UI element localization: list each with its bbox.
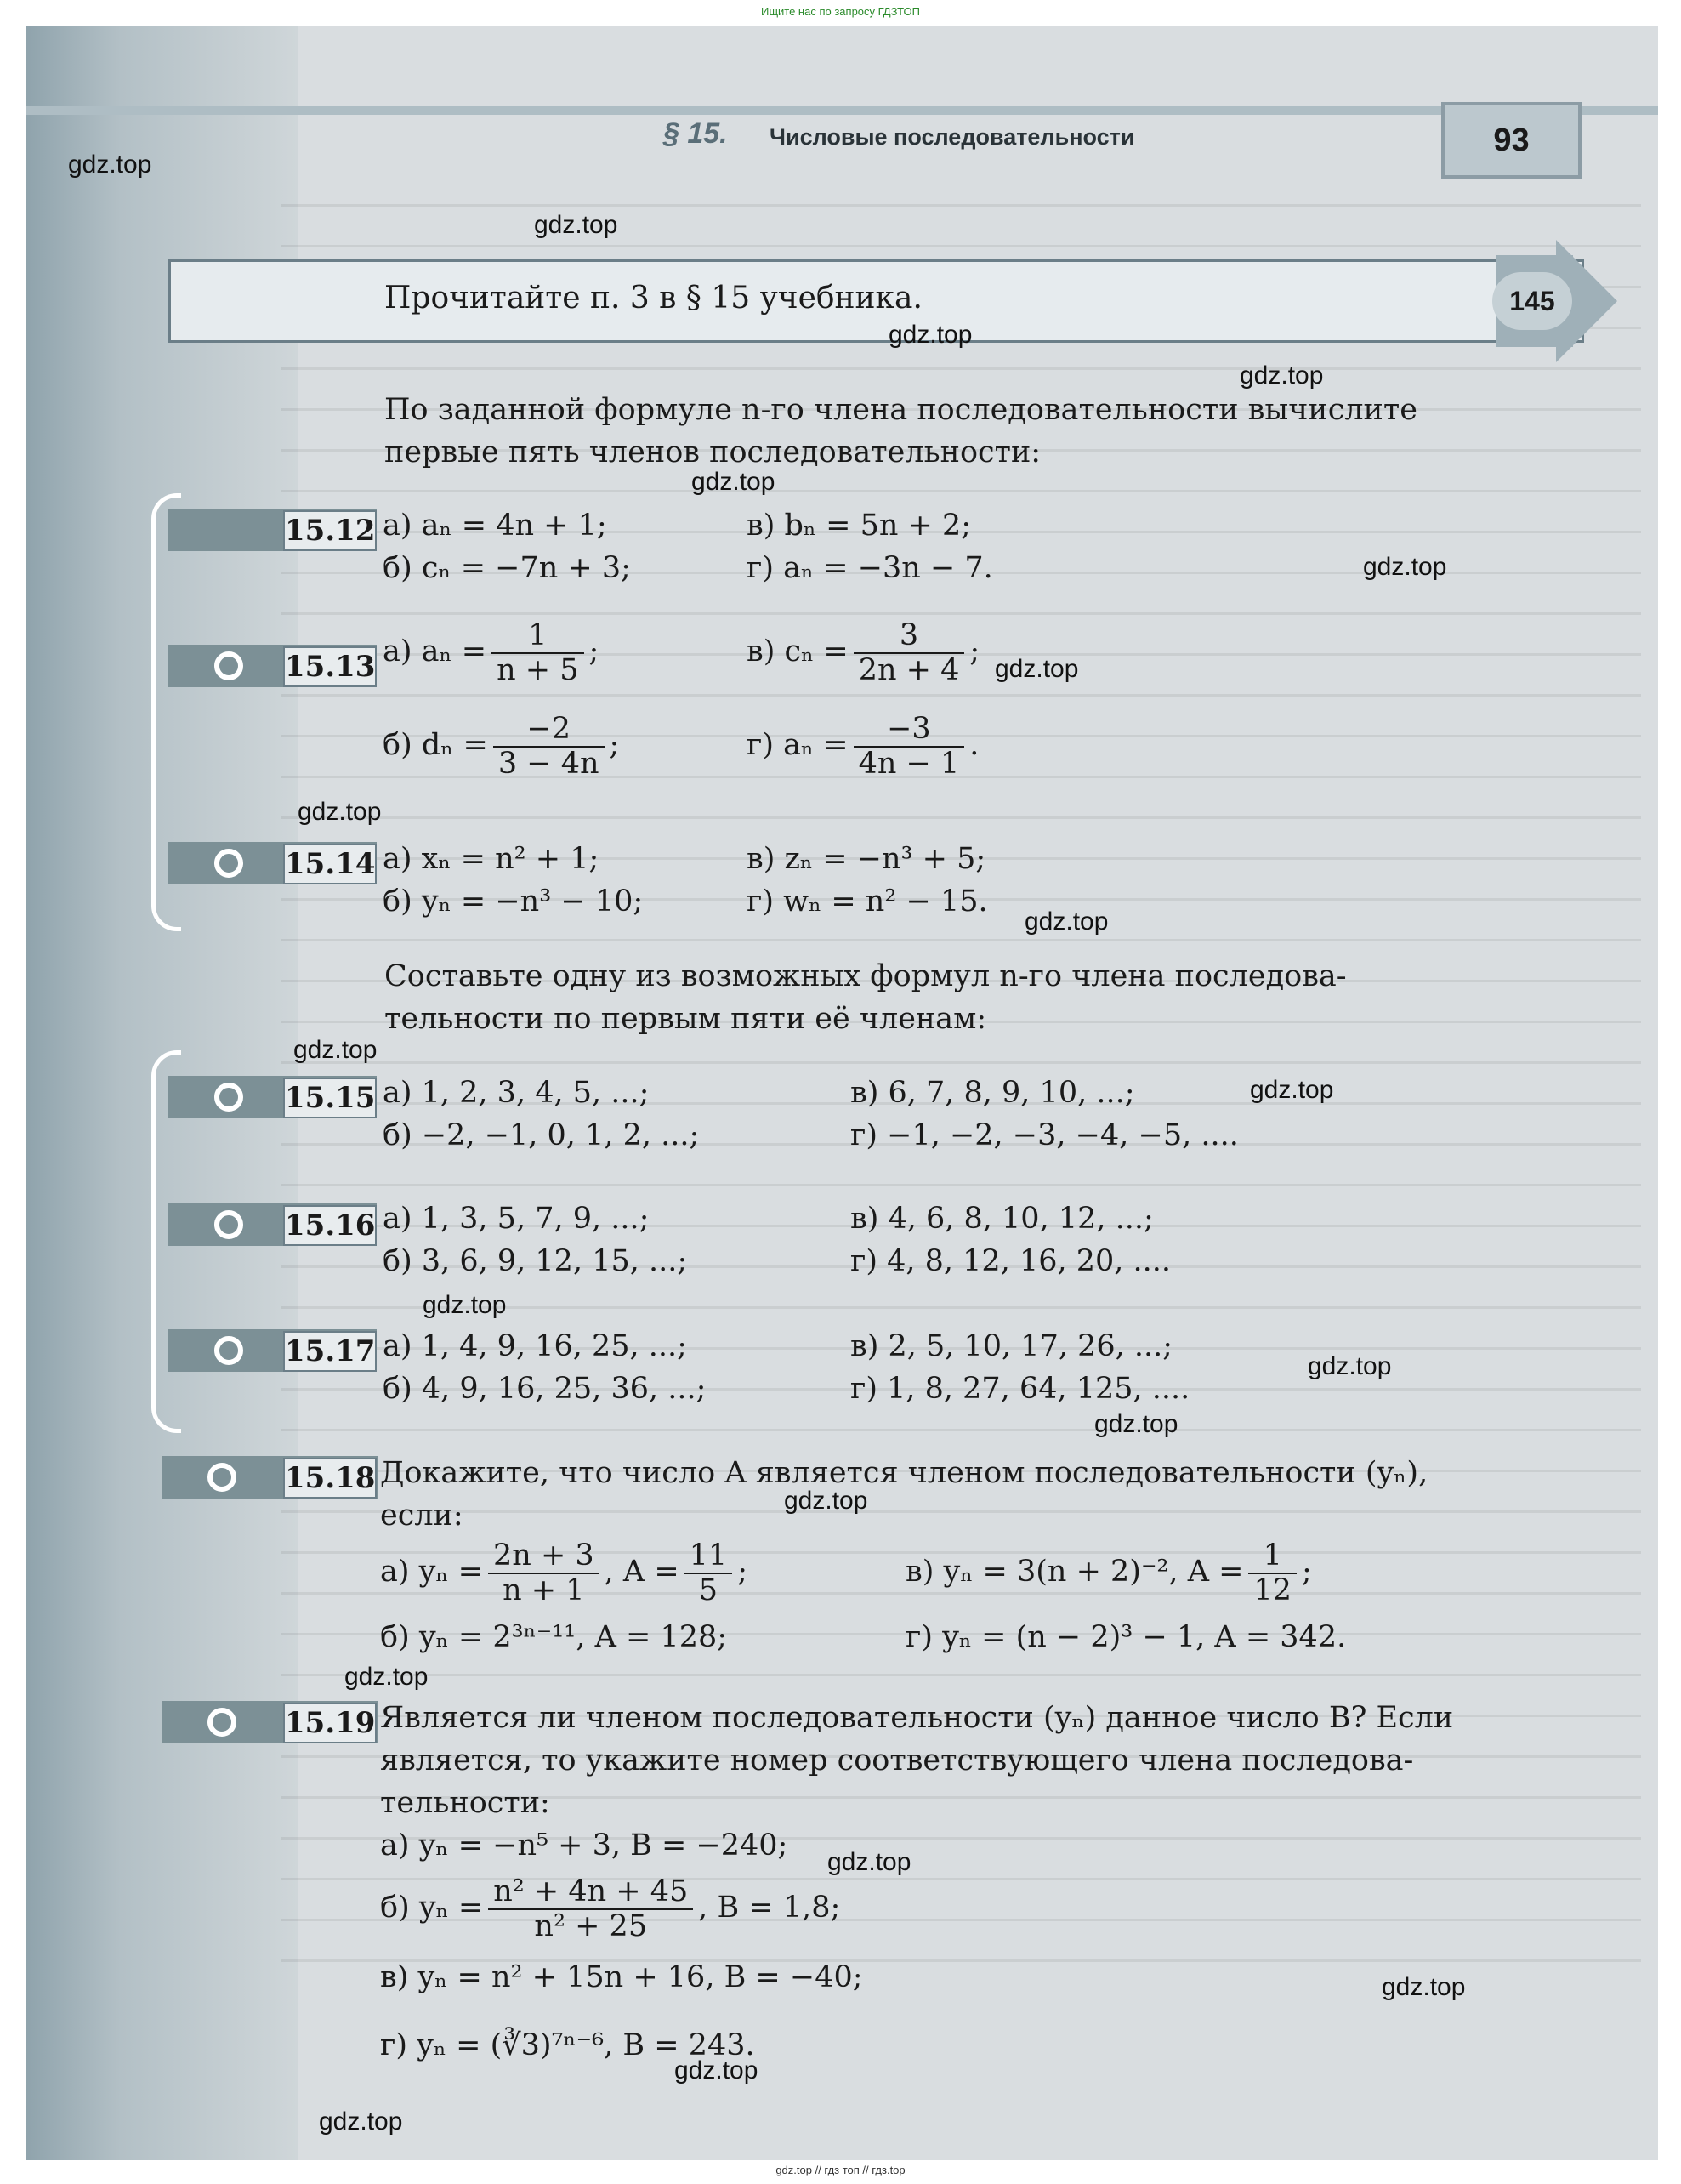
option-a: а) 1, 4, 9, 16, 25, ...;	[383, 1329, 687, 1363]
header-rule	[26, 106, 1658, 115]
prompt-line2: является, то укажите номер соответствующего члена последова-	[380, 1743, 1414, 1777]
exercise-number: 15.14	[283, 844, 377, 884]
chapter-number: § 15.	[663, 117, 728, 150]
option-g: г) wₙ = n² − 15.	[747, 884, 988, 919]
bottom-note: gdz.top // гдз топ // гдз.top	[775, 2164, 906, 2176]
option-v: в) 2, 5, 10, 17, 26, ...;	[850, 1329, 1173, 1363]
option-a: а) yₙ = $\frac{2n + 3}{n + 1}$ , A = $\frac{11}{5}$ ;	[380, 1538, 747, 1607]
watermark: gdz.top	[1363, 553, 1447, 581]
option-a: а) xₙ = n² + 1;	[383, 842, 599, 876]
watermark: gdz.top	[995, 655, 1079, 683]
prompt-line1: Является ли членом последовательности (yₙ) данное число B? Если	[380, 1701, 1454, 1735]
watermark: gdz.top	[319, 2107, 403, 2136]
reference-page: 145	[1492, 272, 1572, 330]
option-v: в) 6, 7, 8, 9, 10, ...;	[850, 1076, 1135, 1110]
option-v: в) yₙ = n² + 15n + 16, B = −40;	[380, 1960, 863, 1994]
circle-marker-icon	[207, 1463, 236, 1492]
option-g: г) aₙ = $\frac{-3}{4n - 1}$ .	[747, 712, 980, 781]
watermark: gdz.top	[344, 1663, 429, 1691]
option-a: а) 1, 2, 3, 4, 5, ...;	[383, 1076, 650, 1110]
watermark: gdz.top	[889, 321, 973, 349]
watermark: gdz.top	[691, 468, 775, 496]
exercise-number: 15.16	[283, 1205, 377, 1246]
watermark: gdz.top	[293, 1036, 378, 1064]
section2-line1: Составьте одну из возможных формул n-го члена последова-	[384, 959, 1347, 993]
watermark: gdz.top	[1094, 1410, 1178, 1438]
option-g: г) aₙ = −3n − 7.	[747, 551, 993, 585]
watermark: gdz.top	[1308, 1352, 1392, 1380]
prompt-line1: Докажите, что число A является членом последовательности (yₙ),	[380, 1456, 1428, 1490]
watermark: gdz.top	[674, 2056, 758, 2084]
reading-instruction: Прочитайте п. 3 в § 15 учебника.	[384, 281, 923, 316]
option-g: г) 4, 8, 12, 16, 20, ....	[850, 1244, 1172, 1278]
watermark: gdz.top	[1382, 1973, 1466, 2001]
option-v: в) yₙ = 3(n + 2)⁻², A = $\frac{1}{12}$ ;	[906, 1538, 1312, 1607]
prompt-line2: если:	[380, 1499, 463, 1533]
watermark: gdz.top	[1025, 907, 1109, 936]
circle-marker-icon	[214, 1083, 243, 1112]
exercise-number: 15.19	[283, 1703, 377, 1743]
option-v: в) cₙ = $\frac{3}{2n + 4}$ ;	[747, 618, 980, 687]
option-v: в) 4, 6, 8, 10, 12, ...;	[850, 1202, 1154, 1236]
watermark: gdz.top	[1240, 361, 1324, 390]
circle-marker-icon	[214, 849, 243, 878]
exercise-number: 15.18	[283, 1458, 377, 1499]
watermark: gdz.top	[423, 1291, 507, 1319]
circle-marker-icon	[214, 1336, 243, 1365]
option-a: а) yₙ = −n⁵ + 3, B = −240;	[380, 1829, 788, 1863]
option-b: б) yₙ = 2³ⁿ⁻¹¹, A = 128;	[380, 1620, 728, 1654]
exercise-number: 15.15	[283, 1078, 377, 1118]
circle-marker-icon	[214, 651, 243, 680]
option-b: б) −2, −1, 0, 1, 2, ...;	[383, 1118, 700, 1152]
exercise-number: 15.12	[283, 510, 377, 551]
top-note: Ищите нас по запросу ГДЗТОП	[760, 5, 920, 18]
section1-line1: По заданной формуле n-го члена последовательности вычислите	[384, 393, 1417, 427]
option-g: г) −1, −2, −3, −4, −5, ....	[850, 1118, 1239, 1152]
exercise-number: 15.17	[283, 1331, 377, 1372]
option-a: а) aₙ = $\frac{1}{n + 5}$ ;	[383, 618, 599, 687]
option-b: б) cₙ = −7n + 3;	[383, 551, 631, 585]
option-a: а) aₙ = 4n + 1;	[383, 509, 607, 543]
circle-marker-icon	[207, 1708, 236, 1737]
circle-marker-icon	[214, 1210, 243, 1239]
chapter-title: Числовые последовательности	[770, 124, 1135, 150]
watermark: gdz.top	[1250, 1076, 1334, 1104]
option-v: в) zₙ = −n³ + 5;	[747, 842, 986, 876]
page-number: 93	[1441, 102, 1582, 179]
prompt-line3: тельности:	[380, 1786, 550, 1820]
option-v: в) bₙ = 5n + 2;	[747, 509, 972, 543]
option-b: б) 4, 9, 16, 25, 36, ...;	[383, 1372, 707, 1406]
option-b: б) yₙ = $\frac{\text{n² + 4n + 45}}{\text{n² + 25}}$ , B = 1,8;	[380, 1874, 841, 1943]
watermark: gdz.top	[534, 211, 618, 239]
watermark: gdz.top	[68, 151, 152, 179]
option-b: б) 3, 6, 9, 12, 15, ...;	[383, 1244, 688, 1278]
option-a: а) 1, 3, 5, 7, 9, ...;	[383, 1202, 650, 1236]
option-b: б) yₙ = −n³ − 10;	[383, 884, 644, 919]
watermark: gdz.top	[827, 1848, 911, 1876]
option-b: б) dₙ = $\frac{-2}{3 - 4n}$ ;	[383, 712, 620, 781]
watermark: gdz.top	[298, 798, 382, 826]
section2-line2: тельности по первым пяти её членам:	[384, 1002, 987, 1036]
watermark: gdz.top	[784, 1487, 868, 1515]
exercise-number: 15.13	[283, 646, 377, 687]
option-g: г) yₙ = (∛3)⁷ⁿ⁻⁶, B = 243.	[380, 2028, 755, 2062]
option-g: г) 1, 8, 27, 64, 125, ....	[850, 1372, 1190, 1406]
section1-line2: первые пять членов последовательности:	[384, 435, 1042, 469]
option-g: г) yₙ = (n − 2)³ − 1, A = 342.	[906, 1620, 1347, 1654]
